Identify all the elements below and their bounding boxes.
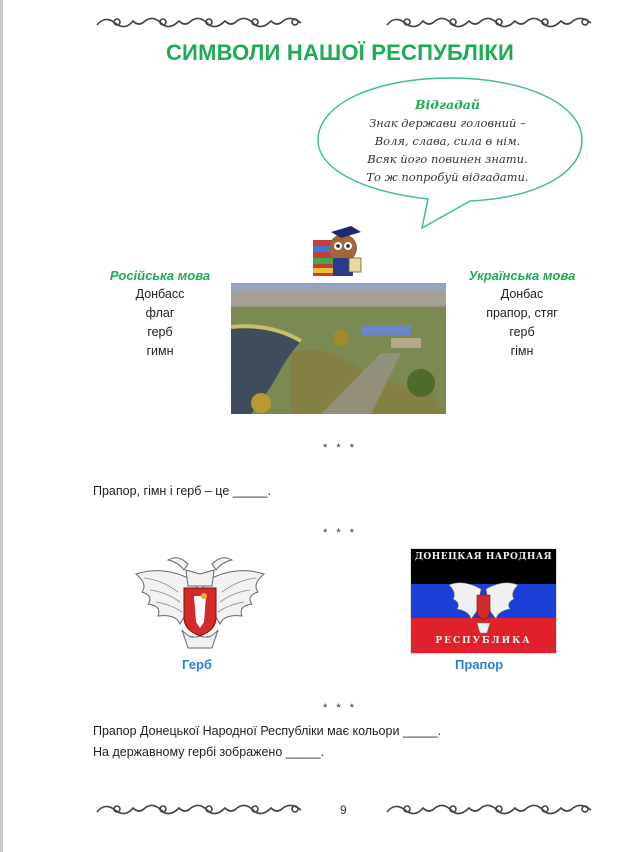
word: Донбасс (135, 287, 185, 301)
ornament-top-left-icon (95, 13, 305, 31)
word: гимн (146, 344, 174, 358)
russian-vocabulary (85, 266, 235, 361)
riddle-line: Воля, слава, сила в нім. (374, 134, 521, 148)
ukrainian-header: Українська мова (468, 268, 576, 283)
city-aerial-photo (231, 283, 446, 414)
riddle-line: То ж попробуй відгадати. (366, 170, 529, 184)
page-edge-border (0, 0, 3, 852)
word: герб (509, 325, 535, 339)
owl-with-books-icon (305, 218, 367, 280)
russian-header: Російська мова (109, 268, 211, 283)
exercise-question-1: Прапор, гімн і герб – це _____. (93, 484, 271, 498)
word: герб (147, 325, 173, 339)
separator-stars: * * * (323, 527, 357, 539)
coat-of-arms-icon (128, 544, 272, 656)
riddle-line: Всяк його повинен знати. (367, 152, 528, 166)
separator-stars: * * * (323, 702, 357, 714)
word: прапор, стяг (486, 306, 558, 320)
riddle-line: Знак держави головний – (369, 116, 526, 130)
flag-caption: Прапор (455, 657, 504, 672)
page-title: СИМВОЛИ НАШОЇ РЕСПУБЛІКИ (165, 40, 515, 65)
flag-text-top: ДОНЕЦКАЯ НАРОДНАЯ (414, 552, 553, 562)
flag-text-bottom: РЕСПУБЛИКА (435, 636, 532, 646)
ornament-bottom-right-icon (385, 800, 595, 818)
exercise-question-2: Прапор Донецької Народної Республіки має кольори _____. (93, 724, 442, 738)
word: гімн (510, 344, 534, 358)
word: флаг (145, 306, 175, 320)
exercise-question-3: На державному гербі зображено _____. (93, 745, 324, 759)
word: Донбас (500, 287, 544, 301)
riddle-text (315, 96, 580, 186)
emblem-caption: Герб (182, 657, 212, 672)
ukrainian-vocabulary (447, 266, 597, 361)
ornament-top-right-icon (385, 13, 595, 31)
separator-stars: * * * (323, 442, 357, 454)
riddle-title: Відгадай (414, 97, 480, 112)
page-number: 9 (340, 803, 347, 817)
ornament-bottom-left-icon (95, 800, 305, 818)
